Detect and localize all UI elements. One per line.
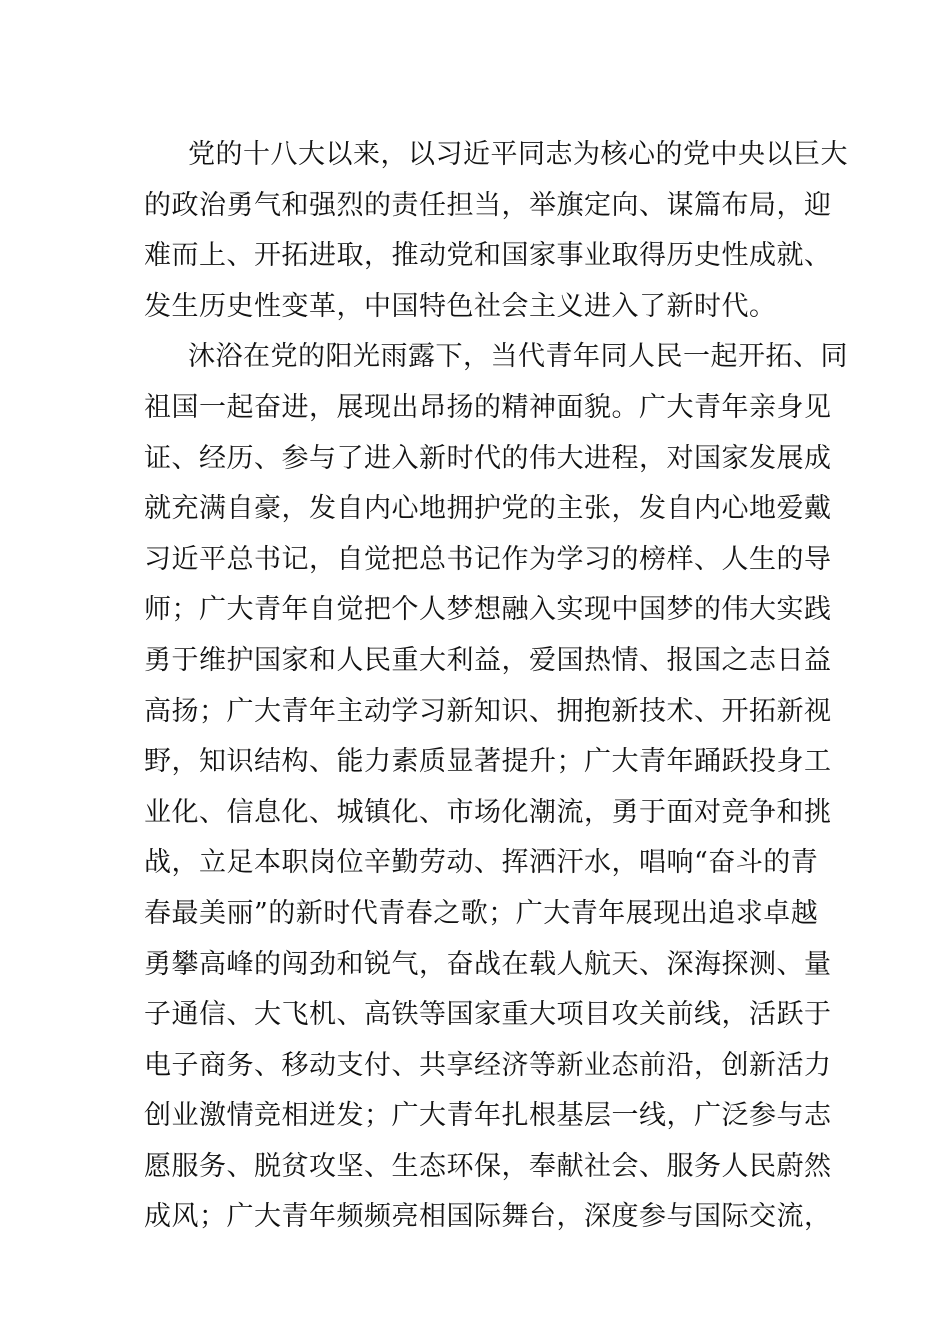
text-line: 春最美丽”的新时代青春之歌；广大青年展现出追求卓越 [144,897,819,929]
text-line: 发生历史性变革，中国特色社会主义进入了新时代。 [144,290,777,322]
text-line: 沐浴在党的阳光雨露下，当代青年同人民一起开拓、同 [188,341,848,373]
body-text [144,130,848,1243]
text-line: 成风；广大青年频频亮相国际舞台，深度参与国际交流， [144,1201,832,1233]
text-line: 难而上、开拓进取，推动党和国家事业取得历史性成就、 [144,240,832,272]
text-line: 创业激情竞相迸发；广大青年扎根基层一线，广泛参与志 [144,1100,832,1132]
text-line: 证、经历、参与了进入新时代的伟大进程，对国家发展成 [144,442,832,474]
text-line: 业化、信息化、城镇化、市场化潮流，勇于面对竞争和挑 [144,796,832,828]
text-line: 高扬；广大青年主动学习新知识、拥抱新技术、开拓新视 [144,695,832,727]
text-line: 野，知识结构、能力素质显著提升；广大青年踊跃投身工 [144,746,832,778]
paragraph-1 [144,130,848,332]
text-line: 就充满自豪，发自内心地拥护党的主张，发自内心地爱戴 [144,493,832,525]
text-line: 子通信、大飞机、高铁等国家重大项目攻关前线，活跃于 [144,999,832,1031]
text-line: 电子商务、移动支付、共享经济等新业态前沿，创新活力 [144,1049,832,1081]
text-line: 战，立足本职岗位辛勤劳动、挥洒汗水，唱响“奋斗的青 [144,847,819,879]
text-line: 党的十八大以来，以习近平同志为核心的党中央以巨大 [188,139,848,170]
text-line: 勇攀高峰的闯劲和锐气，奋战在载人航天、深海探测、量 [144,948,832,980]
text-line: 师；广大青年自觉把个人梦想融入实现中国梦的伟大实践 [144,594,832,626]
paragraph-2 [144,332,848,1243]
text-line: 习近平总书记，自觉把总书记作为学习的榜样、人生的导 [144,543,832,575]
text-line: 勇于维护国家和人民重大利益，爱国热情、报国之志日益 [144,644,832,676]
text-line: 愿服务、脱贫攻坚、生态环保，奉献社会、服务人民蔚然 [144,1150,832,1182]
text-line: 的政治勇气和强烈的责任担当，举旗定向、谋篇布局，迎 [144,189,832,221]
text-line: 祖国一起奋进，展现出昂扬的精神面貌。广大青年亲身见 [144,391,832,423]
